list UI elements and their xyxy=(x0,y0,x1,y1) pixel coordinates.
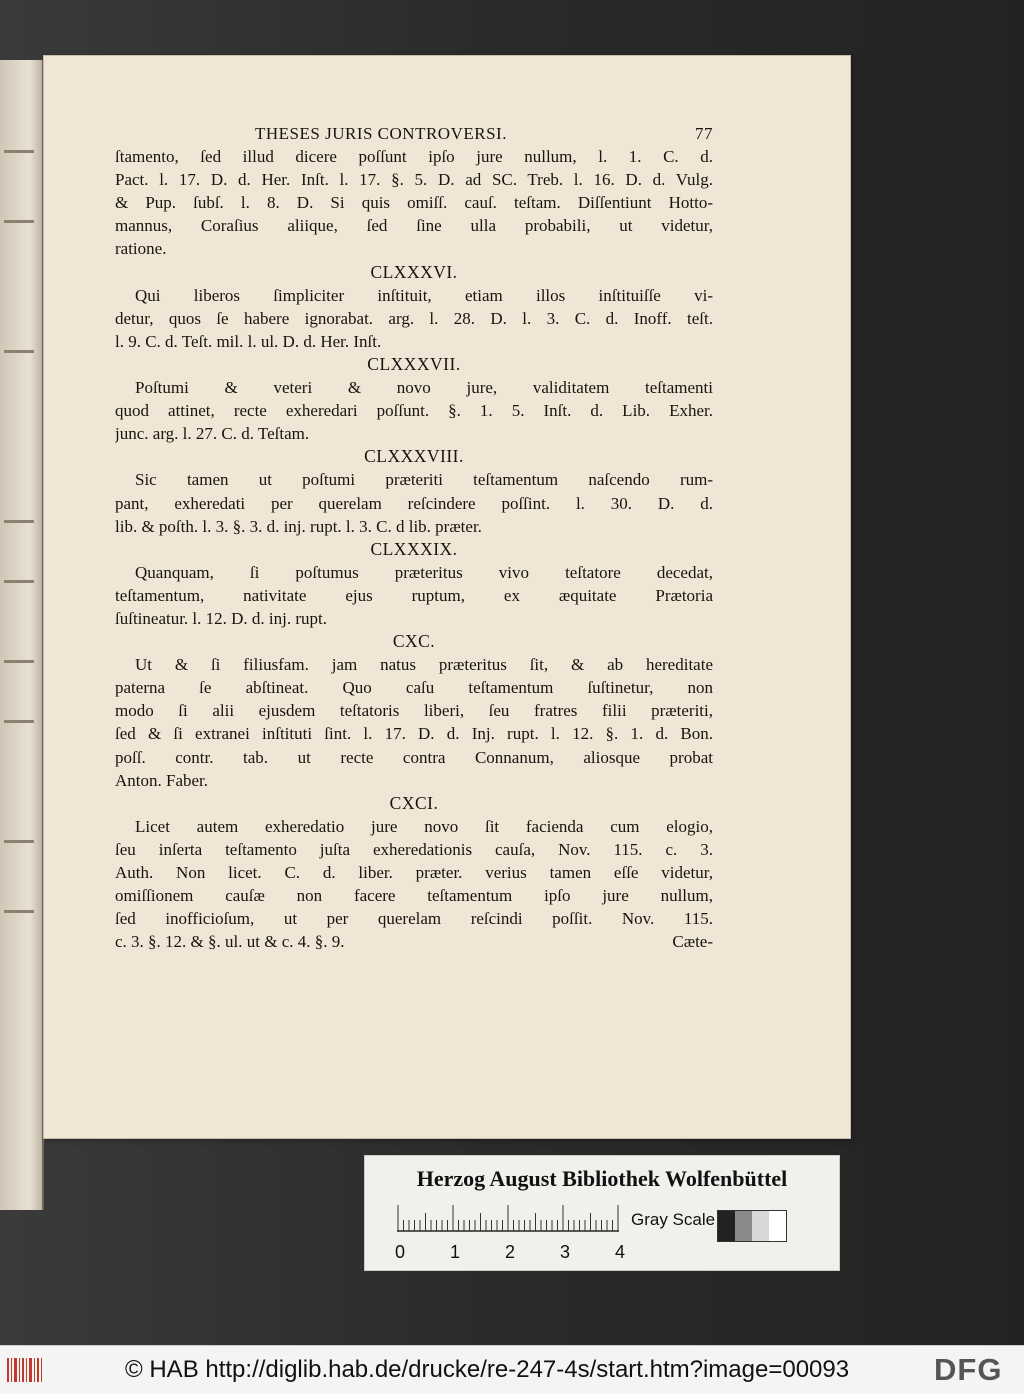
text-line: & Pup. ſubſ. l. 8. D. Si quis omiſſ. cauſ. teſtam. Diſſentiunt Hotto- xyxy=(115,193,713,213)
text-line: omiſſionem cauſæ non facere teſtamentum ipſo jure nullum, xyxy=(115,886,713,906)
text-line: ratione. xyxy=(115,239,167,259)
catchword: Cæte- xyxy=(672,932,713,952)
margin-fragment xyxy=(4,840,34,843)
text-line: ſuſtineatur. l. 12. D. d. inj. rupt. xyxy=(115,608,328,628)
ruler-number: 1 xyxy=(450,1242,461,1262)
margin-fragment xyxy=(4,660,34,663)
margin-fragment xyxy=(4,150,34,153)
grayscale-patch xyxy=(752,1211,769,1241)
margin-fragment xyxy=(4,720,34,723)
barcode-icon xyxy=(6,1356,44,1384)
section-heading: CLXXXVIII. xyxy=(364,446,464,467)
grayscale-patch xyxy=(769,1211,786,1241)
margin-fragment xyxy=(4,520,34,523)
text-line: Licet autem exheredatio jure novo ſit facienda cum elogio, xyxy=(135,816,713,836)
section-heading: CLXXXVII. xyxy=(367,353,461,374)
footer-bar xyxy=(0,1345,1024,1394)
margin-fragment xyxy=(4,220,34,223)
dfg-logo: DFG xyxy=(934,1352,1003,1387)
text-line: ſeu inſerta teſtamento juſta exheredationis cauſa, Nov. 115. c. 3. xyxy=(115,839,713,859)
text-line: Pact. l. 17. D. d. Her. Inſt. l. 17. §. 5. D. ad SC. Treb. l. 16. D. d. Vulg. xyxy=(115,170,713,190)
text-line: teſtamentum, nativitate ejus ruptum, ex æquitate Prætoria xyxy=(115,585,713,605)
section-heading: CXCI. xyxy=(389,792,439,813)
ruler-number: 3 xyxy=(560,1242,571,1262)
grayscale-label: Gray Scale xyxy=(631,1210,716,1229)
section-heading: CXC. xyxy=(392,631,436,652)
text-line: Ut & ſi filiusfam. jam natus præteritus ſit, & ab hereditate xyxy=(135,655,713,675)
text-line: ſed inofficioſum, ut per querelam reſcindi poſſit. Nov. 115. xyxy=(115,909,713,929)
text-line: mannus, Coraſius aliique, ſed ſine ulla probabili, ut videtur, xyxy=(115,216,713,236)
text-line: poſſ. contr. tab. ut recte contra Connanum, aliosque probat xyxy=(115,747,713,767)
ruler-number: 2 xyxy=(505,1242,516,1262)
text-line: paterna ſe abſtineat. Quo caſu teſtamentum ſuſtinetur, non xyxy=(115,678,713,698)
running-title: THESES JURIS CONTROVERSI. xyxy=(255,124,507,143)
grayscale-swatch xyxy=(717,1210,787,1242)
ruler-numbers xyxy=(395,1242,635,1262)
ruler-number: 4 xyxy=(615,1242,626,1262)
text-line: quod attinet, recte exheredari poſſunt. §. 1. 5. Inſt. d. Lib. Exher. xyxy=(115,401,713,421)
page-text xyxy=(115,122,713,953)
section-heading: CLXXXVI. xyxy=(370,261,458,282)
footer-citation: © HAB http://diglib.hab.de/drucke/re-247-4s/start.htm?image=00093 xyxy=(125,1356,850,1383)
book-page xyxy=(44,56,850,1138)
text-line: Quanquam, ſi poſtumus præteritus vivo teſtatore decedat, xyxy=(135,562,713,582)
margin-fragment xyxy=(4,580,34,583)
text-line: Poſtumi & veteri & novo jure, validitatem teſtamenti xyxy=(135,378,713,398)
text-line: ſed & ſi extranei inſtituti ſint. l. 17. D. d. Inj. rupt. l. 12. §. 1. d. Bon. xyxy=(115,724,713,744)
library-name: Herzog August Bibliothek Wolfenbüttel xyxy=(416,1166,788,1191)
text-line: Auth. Non licet. C. d. liber. præter. verius tamen eſſe videtur, xyxy=(115,863,713,882)
text-line: Anton. Faber. xyxy=(115,770,209,790)
running-header xyxy=(115,122,713,145)
text-line: modo ſi alii ejusdem teſtatoris liberi, ſeu fratres filii præteriti, xyxy=(115,701,713,721)
ruler xyxy=(397,1204,619,1232)
text-line: lib. & poſth. l. 3. §. 3. d. inj. rupt. l. 3. C. d lib. præter. xyxy=(115,516,482,536)
page-number: 77 xyxy=(695,124,713,143)
left-page-edge xyxy=(0,60,44,1210)
text-line: l. 9. C. d. Teſt. mil. l. ul. D. d. Her. Inſt. xyxy=(115,331,382,351)
text-line: Qui liberos ſimpliciter inſtituit, etiam illos inſtituiſſe vi- xyxy=(135,285,713,305)
margin-fragment xyxy=(4,350,34,353)
text-line: detur, quos ſe habere ignorabat. arg. l. 28. D. l. 3. C. d. Inoff. teſt. xyxy=(115,308,713,328)
text-line: pant, exheredati per querelam reſcindere poſſint. l. 30. D. d. xyxy=(115,493,713,513)
color-chart-card xyxy=(364,1155,840,1271)
text-line: ſtamento, ſed illud dicere poſſunt ipſo jure nullum, l. 1. C. d. xyxy=(115,147,713,167)
grayscale-patch xyxy=(735,1211,752,1241)
page-body xyxy=(115,145,713,953)
margin-fragment xyxy=(4,910,34,913)
ruler-number: 0 xyxy=(395,1242,406,1262)
grayscale-patch xyxy=(718,1211,735,1241)
section-heading: CLXXXIX. xyxy=(370,538,458,559)
text-line: junc. arg. l. 27. C. d. Teſtam. xyxy=(115,424,310,444)
line-left: c. 3. §. 12. & §. ul. ut & c. 4. §. 9. xyxy=(115,932,345,952)
text-line xyxy=(115,930,713,953)
text-line: Sic tamen ut poſtumi præteriti teſtamentum naſcendo rum- xyxy=(135,470,713,490)
